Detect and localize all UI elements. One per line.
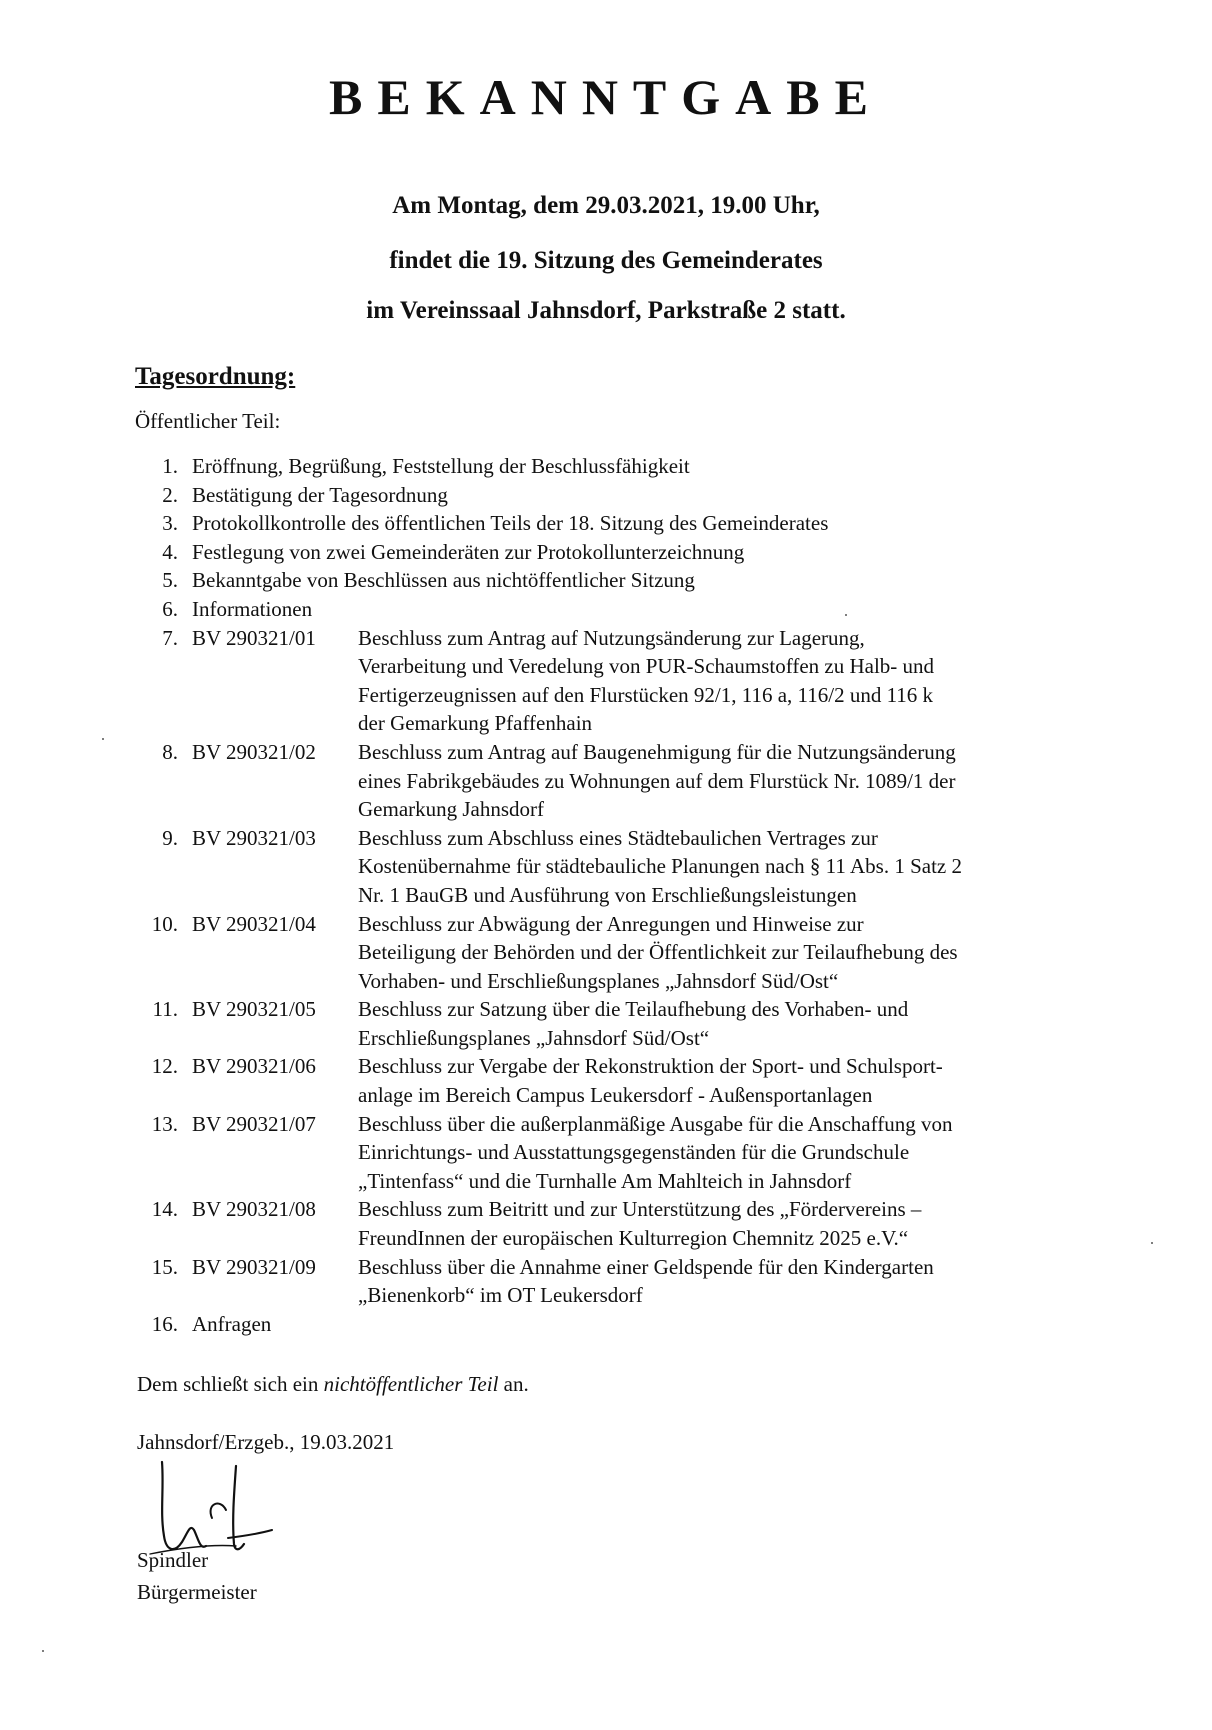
scan-speck [102, 738, 104, 740]
agenda-item [136, 824, 1096, 910]
agenda-item-line: Beschluss über die Annahme einer Geldspende für den Kindergarten [358, 1254, 934, 1279]
agenda-list [136, 452, 1096, 1338]
agenda-item-code: BV 290321/07 [192, 1111, 316, 1136]
agenda-item-text [192, 509, 1096, 538]
agenda-item-number: 5. [162, 568, 178, 593]
agenda-item-line: Beschluss zur Abwägung der Anregungen und Hinweise zur [358, 911, 864, 936]
agenda-item-text [192, 1310, 1096, 1339]
agenda-item-text [358, 1195, 1096, 1252]
agenda-item [136, 910, 1096, 996]
agenda-item [136, 538, 1096, 567]
agenda-item-line: Eröffnung, Begrüßung, Feststellung der Beschlussfähigkeit [192, 454, 690, 478]
agenda-item-text [192, 566, 1096, 595]
agenda-item-line: Beschluss zum Abschluss eines Städtebaulichen Vertrages zur [358, 825, 878, 850]
agenda-item-line: Kostenübernahme für städtebauliche Planungen nach § 11 Abs. 1 Satz 2 [358, 854, 962, 879]
agenda-item-number: 14. [151, 1197, 178, 1222]
agenda-item-line: anlage im Bereich Campus Leukersdorf - Außensportanlagen [358, 1083, 873, 1108]
agenda-item-text [358, 1253, 1096, 1310]
agenda-item [136, 1110, 1096, 1196]
agenda-item-text [358, 624, 1096, 738]
agenda-item-line: Beschluss zum Antrag auf Baugenehmigung für die Nutzungsänderung [358, 739, 956, 764]
agenda-item [136, 1310, 1096, 1339]
agenda-item-line: Protokollkontrolle des öffentlichen Teils der 18. Sitzung des Gemeinderates [192, 511, 829, 536]
scan-speck [42, 1650, 44, 1652]
agenda-item [136, 481, 1096, 510]
agenda-item-line: Gemarkung Jahnsdorf [358, 797, 545, 822]
agenda-item [136, 566, 1096, 595]
agenda-item-code: BV 290321/08 [192, 1197, 316, 1222]
closing-note-end: an. [498, 1372, 529, 1396]
agenda-item-number: 15. [151, 1254, 178, 1279]
scan-speck [845, 614, 847, 616]
agenda-item-line: Fertigerzeugnissen auf den Flurstücken 92/1, 116 a, 116/2 und 116 k [358, 682, 934, 707]
agenda-item-code: BV 290321/01 [192, 625, 316, 650]
document-title: BEKANNTGABE [329, 69, 883, 125]
agenda-item-text [358, 824, 1096, 910]
closing-note [137, 1374, 529, 1395]
agenda-item-text [358, 1052, 1096, 1109]
scan-speck [1151, 1242, 1153, 1244]
agenda-item-line: eines Fabrikgebäudes zu Wohnungen auf dem Flurstück Nr. 1089/1 der [358, 768, 956, 793]
announcement-date-line: Am Montag, dem 29.03.2021, 19.00 Uhr, [392, 192, 820, 219]
agenda-item-line: Bekanntgabe von Beschlüssen aus nichtöffentlicher Sitzung [192, 568, 695, 593]
agenda-item-line: „Tintenfass“ und die Turnhalle Am Mahlteich in Jahnsdorf [358, 1168, 852, 1193]
agenda-item-line: Beschluss zur Vergabe der Rekonstruktion der Sport- und Schulsport- [358, 1054, 943, 1079]
agenda-item-code: BV 290321/04 [192, 911, 316, 936]
agenda-item-line: Anfragen [192, 1311, 272, 1336]
place-and-date: Jahnsdorf/Erzgeb., 19.03.2021 [137, 1430, 395, 1454]
agenda-item-line: Beschluss zum Antrag auf Nutzungsänderung zur Lagerung, [358, 625, 865, 650]
agenda-item-text [192, 481, 1096, 510]
agenda-item-line: Beschluss zur Satzung über die Teilaufhebung des Vorhaben- und [358, 997, 909, 1022]
agenda-item-number: 6. [162, 596, 178, 621]
agenda-item [136, 1052, 1096, 1109]
agenda-item [136, 738, 1096, 824]
agenda-item-number: 2. [162, 482, 178, 507]
agenda-item-line: Einrichtungs- und Ausstattungsgegenständen für die Grundschule [358, 1140, 910, 1165]
agenda-item-line: der Gemarkung Pfaffenhain [358, 711, 593, 736]
agenda-item-number: 13. [151, 1111, 178, 1136]
agenda-item-line: Informationen [192, 596, 313, 621]
agenda-item [136, 1253, 1096, 1310]
agenda-item [136, 1195, 1096, 1252]
agenda-item-number: 12. [151, 1054, 178, 1079]
public-part-label: Öffentlicher Teil: [135, 409, 281, 433]
agenda-item-number: 1. [162, 454, 178, 478]
agenda-item-code: BV 290321/03 [192, 825, 316, 850]
agenda-item-line: Beteiligung der Behörden und der Öffentlichkeit zur Teilaufhebung des [358, 940, 958, 965]
agenda-item-line: Festlegung von zwei Gemeinderäten zur Protokollunterzeichnung [192, 539, 745, 564]
agenda-heading: Tagesordnung: [135, 363, 296, 390]
agenda-item [136, 595, 1096, 624]
agenda-item-number: 11. [152, 997, 178, 1022]
signer-role: Bürgermeister [137, 1580, 257, 1604]
announcement-session-line: findet die 19. Sitzung des Gemeinderates [389, 247, 823, 274]
signer-name: Spindler [137, 1548, 209, 1572]
agenda-item-number: 10. [151, 911, 178, 936]
agenda-item-code: BV 290321/06 [192, 1054, 316, 1079]
agenda-item-code: BV 290321/05 [192, 997, 316, 1022]
agenda-item-text [192, 452, 1096, 481]
agenda-item-number: 3. [162, 511, 178, 536]
agenda-item-number: 7. [162, 625, 178, 650]
agenda-item [136, 509, 1096, 538]
agenda-item-number: 16. [151, 1311, 178, 1336]
agenda-item-text [192, 538, 1096, 567]
agenda-item [136, 995, 1096, 1052]
closing-note-emphasis: nichtöffentlicher Teil [323, 1372, 499, 1396]
agenda-item-text [358, 995, 1096, 1052]
agenda-item-number: 4. [162, 539, 178, 564]
agenda-item-line: Verarbeitung und Veredelung von PUR-Schaumstoffen zu Halb- und [358, 654, 935, 679]
agenda-item-number: 8. [162, 739, 178, 764]
agenda-item-line: FreundInnen der europäischen Kulturregion Chemnitz 2025 e.V.“ [358, 1226, 909, 1251]
agenda-item-code: BV 290321/09 [192, 1254, 316, 1279]
agenda-item-text [358, 738, 1096, 824]
announcement-location-line: im Vereinssaal Jahnsdorf, Parkstraße 2 statt. [366, 297, 846, 324]
agenda-item [136, 452, 1096, 481]
agenda-item-text [358, 1110, 1096, 1196]
agenda-item-line: Bestätigung der Tagesordnung [192, 482, 448, 507]
agenda-item-line: Beschluss zum Beitritt und zur Unterstützung des „Fördervereins – [358, 1197, 922, 1222]
closing-note-text: Dem schließt sich ein [137, 1372, 324, 1396]
agenda-item-text [358, 910, 1096, 996]
agenda-item-line: Vorhaben- und Erschließungsplanes „Jahnsdorf Süd/Ost“ [358, 968, 839, 993]
agenda-item-line: Nr. 1 BauGB und Ausführung von Erschließungsleistungen [358, 882, 857, 907]
agenda-item-text [192, 595, 1096, 624]
agenda-item [136, 624, 1096, 738]
agenda-item-line: „Bienenkorb“ im OT Leukersdorf [358, 1283, 643, 1308]
agenda-item-line: Beschluss über die außerplanmäßige Ausgabe für die Anschaffung von [358, 1111, 953, 1136]
agenda-item-number: 9. [162, 825, 178, 850]
agenda-item-code: BV 290321/02 [192, 739, 316, 764]
agenda-item-line: Erschließungsplanes „Jahnsdorf Süd/Ost“ [358, 1025, 710, 1050]
